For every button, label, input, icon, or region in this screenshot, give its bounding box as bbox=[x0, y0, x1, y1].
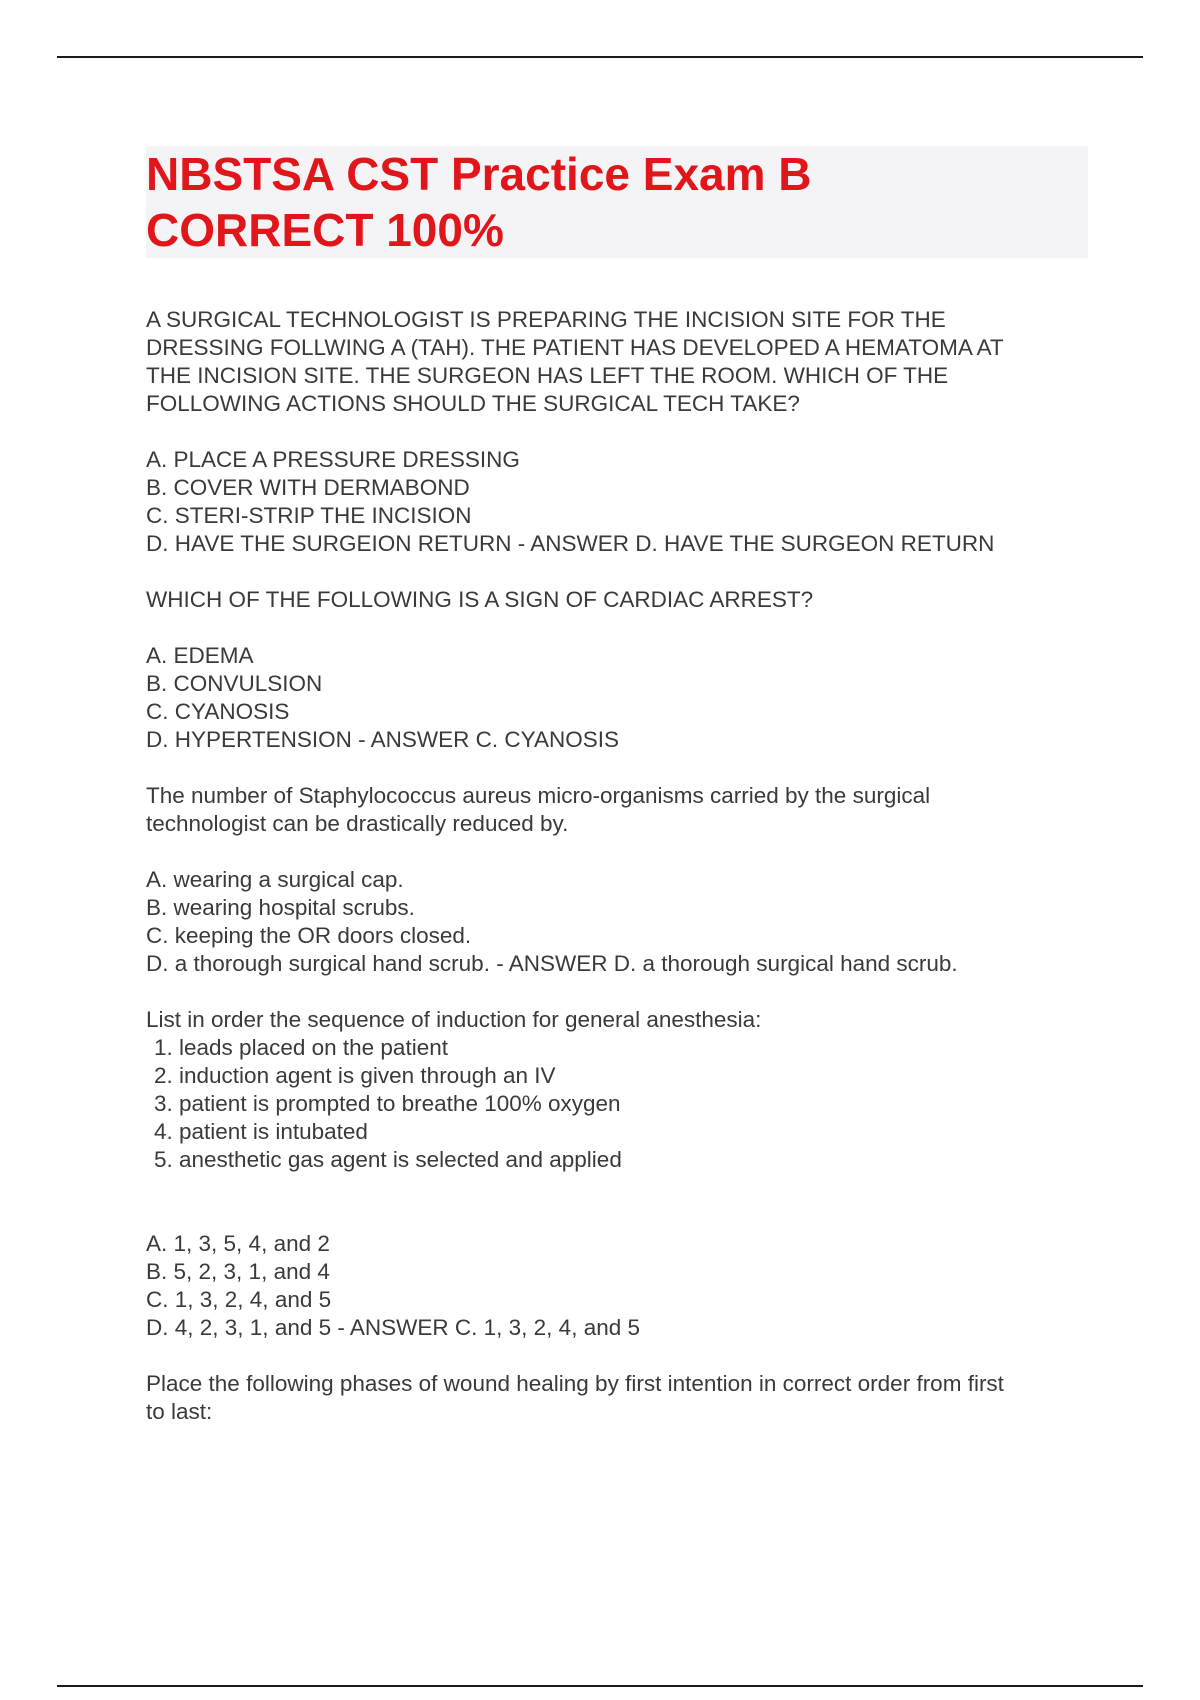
question-stem bbox=[146, 782, 1088, 838]
stem-line: WHICH OF THE FOLLOWING IS A SIGN OF CARDIAC ARREST? bbox=[146, 587, 814, 612]
option: A. EDEMA bbox=[146, 643, 254, 668]
stem-line: FOLLOWING ACTIONS SHOULD THE SURGICAL TECH TAKE? bbox=[146, 391, 800, 416]
sequence-step: 3. patient is prompted to breathe 100% oxygen bbox=[154, 1091, 621, 1116]
stem-line: List in order the sequence of induction for general anesthesia: bbox=[146, 1007, 762, 1032]
stem-line: The number of Staphylococcus aureus micro-organisms carried by the surgical bbox=[146, 783, 931, 808]
option: C. CYANOSIS bbox=[146, 699, 290, 724]
option-with-answer: D. a thorough surgical hand scrub. - ANSWER D. a thorough surgical hand scrub. bbox=[146, 951, 958, 976]
option-with-answer: D. HAVE THE SURGEION RETURN - ANSWER D. HAVE THE SURGEON RETURN bbox=[146, 531, 995, 556]
stem-line: technologist can be drastically reduced by. bbox=[146, 811, 569, 836]
sequence-step: 1. leads placed on the patient bbox=[154, 1035, 448, 1060]
question-stem bbox=[146, 586, 1088, 614]
title-line: NBSTSA CST Practice Exam B bbox=[146, 148, 812, 200]
option: C. 1, 3, 2, 4, and 5 bbox=[146, 1287, 332, 1312]
question-stem bbox=[146, 1370, 1088, 1426]
question-stem bbox=[146, 1006, 1088, 1174]
option: A. wearing a surgical cap. bbox=[146, 867, 404, 892]
answer-options bbox=[146, 446, 1088, 558]
stem-line: DRESSING FOLLWING A (TAH). THE PATIENT HAS DEVELOPED A HEMATOMA AT bbox=[146, 335, 1004, 360]
stem-line: to last: bbox=[146, 1399, 213, 1424]
sequence-step: 4. patient is intubated bbox=[154, 1119, 368, 1144]
answer-options bbox=[146, 1230, 1088, 1342]
question-stem bbox=[146, 306, 1088, 418]
option-with-answer: D. HYPERTENSION - ANSWER C. CYANOSIS bbox=[146, 727, 619, 752]
document-title bbox=[146, 146, 1088, 258]
answer-options bbox=[146, 642, 1088, 754]
option: C. keeping the OR doors closed. bbox=[146, 923, 472, 948]
option: B. 5, 2, 3, 1, and 4 bbox=[146, 1259, 330, 1284]
title-banner bbox=[146, 146, 1088, 258]
option: A. 1, 3, 5, 4, and 2 bbox=[146, 1231, 330, 1256]
sequence-step: 2. induction agent is given through an IV bbox=[154, 1063, 556, 1088]
sequence-step: 5. anesthetic gas agent is selected and applied bbox=[154, 1147, 622, 1172]
title-line: CORRECT 100% bbox=[146, 204, 504, 256]
stem-line: Place the following phases of wound healing by first intention in correct order from first bbox=[146, 1371, 1004, 1396]
answer-options bbox=[146, 866, 1088, 978]
stem-line: A SURGICAL TECHNOLOGIST IS PREPARING THE INCISION SITE FOR THE bbox=[146, 307, 946, 332]
footer-rule bbox=[57, 1685, 1143, 1687]
option: B. wearing hospital scrubs. bbox=[146, 895, 415, 920]
header-rule bbox=[57, 56, 1143, 58]
option-with-answer: D. 4, 2, 3, 1, and 5 - ANSWER C. 1, 3, 2, 4, and 5 bbox=[146, 1315, 641, 1340]
option: C. STERI-STRIP THE INCISION bbox=[146, 503, 472, 528]
option: A. PLACE A PRESSURE DRESSING bbox=[146, 447, 520, 472]
document-body bbox=[146, 146, 1088, 1454]
option: B. COVER WITH DERMABOND bbox=[146, 475, 470, 500]
option: B. CONVULSION bbox=[146, 671, 323, 696]
stem-line: THE INCISION SITE. THE SURGEON HAS LEFT THE ROOM. WHICH OF THE bbox=[146, 363, 949, 388]
